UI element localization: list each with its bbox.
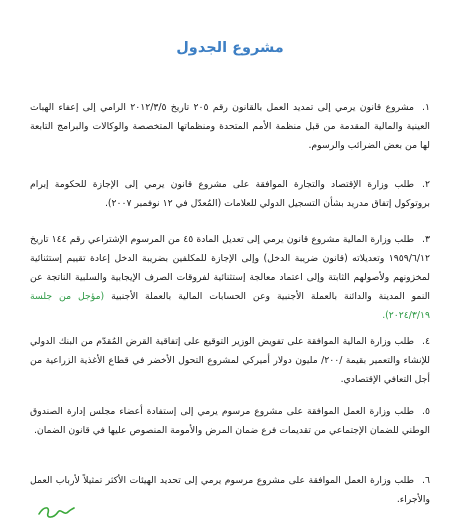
postponed-note: (مؤجل من جلسة ٢٠٢٤/٣/١٩). bbox=[30, 291, 430, 321]
list-item bbox=[30, 471, 430, 509]
item-text: مشروع قانون يرمي إلى تمديد العمل بالقانون رقم ٢٠٥ تاريخ ٢٠١٢/٣/٥ الرامي إلى إعفاء الهبات العينية والمالية المقدمة من قبل منظمة الأمم المتحدة ومنظماتها المتخصصة والوكالات والبرامج التابعة لها من بعض الضرائب والرسوم. bbox=[30, 102, 430, 151]
item-number: ٥. bbox=[422, 406, 430, 417]
list-item bbox=[30, 402, 430, 440]
list-item bbox=[30, 230, 430, 325]
item-text: طلب وزارة الإقتصاد والتجارة الموافقة على مشروع قانون يرمي إلى الإجازة للحكومة إبرام بروتوكول إتفاق مدريد بشأن التسجيل الدولي للعلامات (المُعدّل في ١٢ نوفمبر ٢٠٠٧). bbox=[30, 179, 430, 209]
item-text: طلب وزارة العمل الموافقة على مشروع مرسوم يرمي إلى تحديد الهيئات الأكثر تمثيلاً لأرباب العمل والأجراء. bbox=[30, 475, 430, 505]
item-number: ٤. bbox=[422, 336, 430, 347]
item-number: ٣. bbox=[422, 234, 430, 245]
item-text: طلب وزارة المالية الموافقة على تفويض الوزير التوقيع على إتفاقية القرض المُقدّم من البنك الدولي للإنشاء والتعمير بقيمة /٢٠٠/ مليون دولار أميركي لمشروع التحول الأخضر في قطاع الأغذية الزراعية من أجل التعافي الإقتصادي. bbox=[30, 336, 430, 385]
list-item bbox=[30, 98, 430, 155]
item-number: ٦. bbox=[422, 475, 430, 486]
item-number: ٢. bbox=[422, 179, 430, 190]
item-text: طلب وزارة المالية مشروع قانون يرمي إلى تعديل المادة ٤٥ من المرسوم الإشتراعي رقم ١٤٤ تاريخ ١٩٥٩/٦/١٢ وتعديلاته (قانون ضريبة الدخل) وإلى الإجازة للمكلفين بضريبة الدخل إعادة تقييم إستثنائية لمخزونهم ولأصولهم الثابتة وإلى اعتماد معالجة إستثنائية لفروقات الصرف الإيجابية والسلبية الناتجة عن النمو المدينة والدائنة بالعملة الأجنبية وعن الحسابات المالية بالعملة الأجنبية bbox=[30, 234, 430, 302]
list-item bbox=[30, 332, 430, 389]
handwritten-signature-icon bbox=[36, 500, 76, 522]
item-text: طلب وزارة العمل الموافقة على مشروع مرسوم يرمي إلى إستفادة أعضاء مجلس إدارة الصندوق الوطني للضمان الإجتماعي من تقديمات فرع ضمان المرض والأمومة المنصوص عليها في قانون الضمان. bbox=[30, 406, 430, 436]
page-title: مشروع الجدول bbox=[176, 40, 284, 56]
item-number: ١. bbox=[422, 102, 430, 113]
list-item bbox=[30, 175, 430, 213]
